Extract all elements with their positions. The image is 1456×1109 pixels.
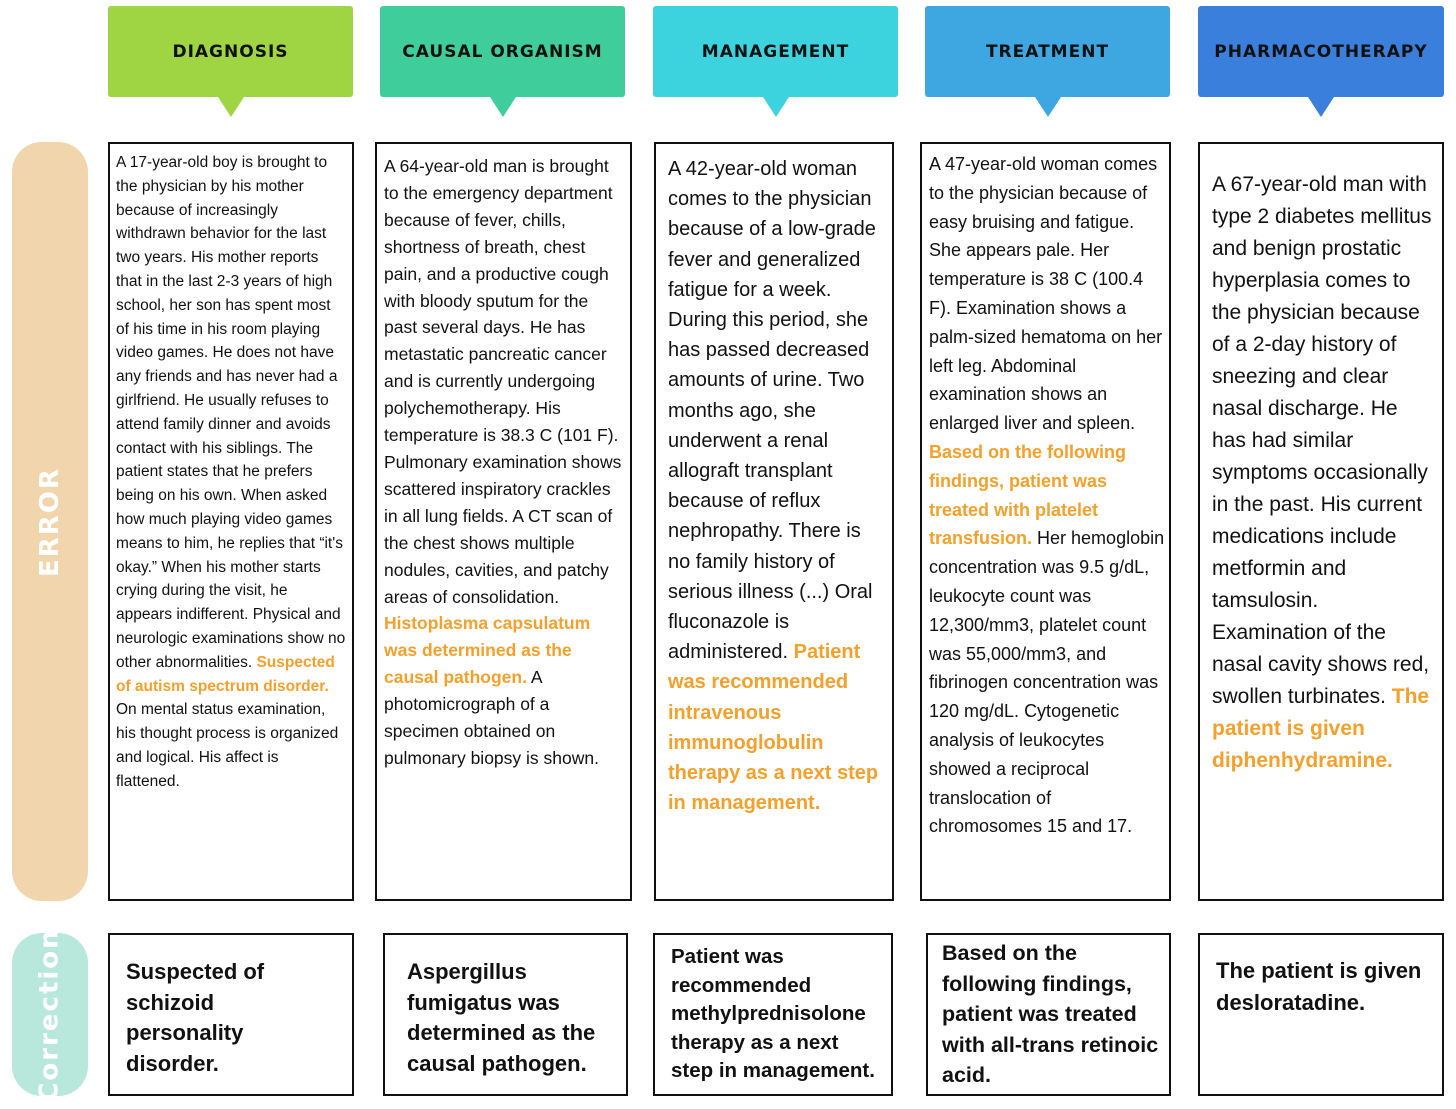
correction-label-text: Correction (35, 927, 66, 1102)
correction-text-diagnosis: Suspected of schizoid personality disorder. (126, 959, 265, 1076)
error-card-treatment (920, 142, 1171, 901)
header-pharmacotherapy-label: PHARMACOTHERAPY (1214, 41, 1428, 62)
header-causal-organism-pointer (490, 97, 516, 117)
error-card-pharmacotherapy (1198, 142, 1444, 901)
correction-card-pharmacotherapy (1198, 933, 1444, 1096)
error-after-causal-organism: A photomicrograph of a specimen obtained on pulmonary biopsy is shown. (384, 667, 599, 768)
error-highlight-causal-organism: Histoplasma capsulatum was determined as the causal pathogen. (384, 613, 591, 688)
header-pharmacotherapy (1198, 6, 1444, 97)
header-causal-organism-label: CAUSAL ORGANISM (402, 41, 603, 62)
header-treatment-pointer (1035, 97, 1061, 117)
correction-card-diagnosis (108, 933, 354, 1096)
error-highlight-treatment: Based on the following findings, patient was treated with platelet transfusion. (929, 441, 1126, 549)
error-after-treatment: Her hemoglobin concentration was 9.5 g/dL, leukocyte count was 12,300/mm3, platelet count was 55,000/mm3, and fibrinogen concentration was 120 mg/dL. Cytogenetic analysis of leukocytes showed a reciprocal translocation of chromosomes 15 and 17. (929, 528, 1165, 837)
correction-text-causal-organism: Aspergillus fumigatus was determined as the causal pathogen. (407, 959, 596, 1076)
error-card-causal-organism (375, 142, 632, 901)
correction-card-management (653, 933, 893, 1096)
correction-row-label (12, 927, 88, 1102)
header-pharmacotherapy-pointer (1308, 97, 1334, 117)
header-management-label: MANAGEMENT (701, 41, 850, 62)
error-text-diagnosis: A 17-year-old boy is brought to the physician by his mother because of increasingly withdrawn behavior for the last two years. His mother reports that in the last 2-3 years of high school, her son has spent most of his time in his room playing video games. He does not have any friends and has never had a girlfriend. He usually refuses to attend family dinner and avoids contact with his siblings. The patient states that he prefers being on his own. When asked how much playing video games means to him, he replies that “it's okay.” When his mother starts crying during the visit, he appears indifferent. Physical and neurologic examinations show no other abnormalities. (116, 154, 346, 671)
error-after-diagnosis: On mental status examination, his thought process is organized and logical. His affect is flattened. (116, 701, 339, 790)
correction-text-treatment: Based on the following findings, patient was treated with all-trans retinoic acid. (942, 941, 1159, 1087)
error-highlight-diagnosis: Suspected of autism spectrum disorder. (116, 653, 335, 695)
header-diagnosis-label: DIAGNOSIS (172, 41, 289, 62)
error-card-management (654, 142, 894, 901)
header-diagnosis (108, 6, 353, 97)
error-card-diagnosis (108, 142, 354, 901)
header-causal-organism (380, 6, 625, 97)
error-text-causal-organism: A 64-year-old man is brought to the emergency department because of fever, chills, shortness of breath, chest pain, and a productive cough with bloody sputum for the past several days. He has metastatic pancreatic cancer and is currently undergoing polychemotherapy. His temperature is 38.3 C (101 F). Pulmonary examination shows scattered inspiratory crackles in all lung fields. A CT scan of the chest shows multiple nodules, cavities, and patchy areas of consolidation. (384, 156, 622, 607)
header-treatment (925, 6, 1170, 97)
error-text-pharmacotherapy: A 67-year-old man with type 2 diabetes mellitus and benign prostatic hyperplasia comes to the physician because of a 2-day history of sneezing and clear nasal discharge. He has had similar symptoms occasionally in the past. His current medications include metformin and tamsulosin. Examination of the nasal cavity shows red, swollen turbinates. (1212, 173, 1432, 708)
header-diagnosis-pointer (218, 97, 244, 117)
error-highlight-pharmacotherapy: The patient is given diphenhydramine. (1212, 685, 1430, 772)
header-management (653, 6, 898, 97)
error-label-text: ERROR (35, 466, 65, 577)
error-text-treatment: A 47-year-old woman comes to the physician because of easy bruising and fatigue. She appears pale. Her temperature is 38 C (100.4 F). Examination shows a palm-sized hematoma on her left leg. Abdominal examination shows an enlarged liver and spleen. (929, 154, 1163, 434)
header-treatment-label: TREATMENT (985, 41, 1110, 62)
correction-card-treatment (926, 933, 1171, 1096)
error-highlight-management: Patient was recommended intravenous immunoglobulin therapy as a next step in management. (668, 641, 879, 815)
error-row-label (12, 142, 88, 901)
header-management-pointer (763, 97, 789, 117)
correction-text-management: Patient was recommended methylprednisolone therapy as a next step in management. (671, 945, 875, 1083)
correction-card-causal-organism (383, 933, 628, 1096)
error-text-management: A 42-year-old woman comes to the physician because of a low-grade fever and generalized fatigue for a week. During this period, she has passed decreased amounts of urine. Two months ago, she underwent a renal allograft transplant because of reflux nephropathy. There is no family history of serious illness (...) Oral fluconazole is administered. (668, 158, 876, 664)
correction-text-pharmacotherapy: The patient is given desloratadine. (1216, 958, 1422, 1015)
